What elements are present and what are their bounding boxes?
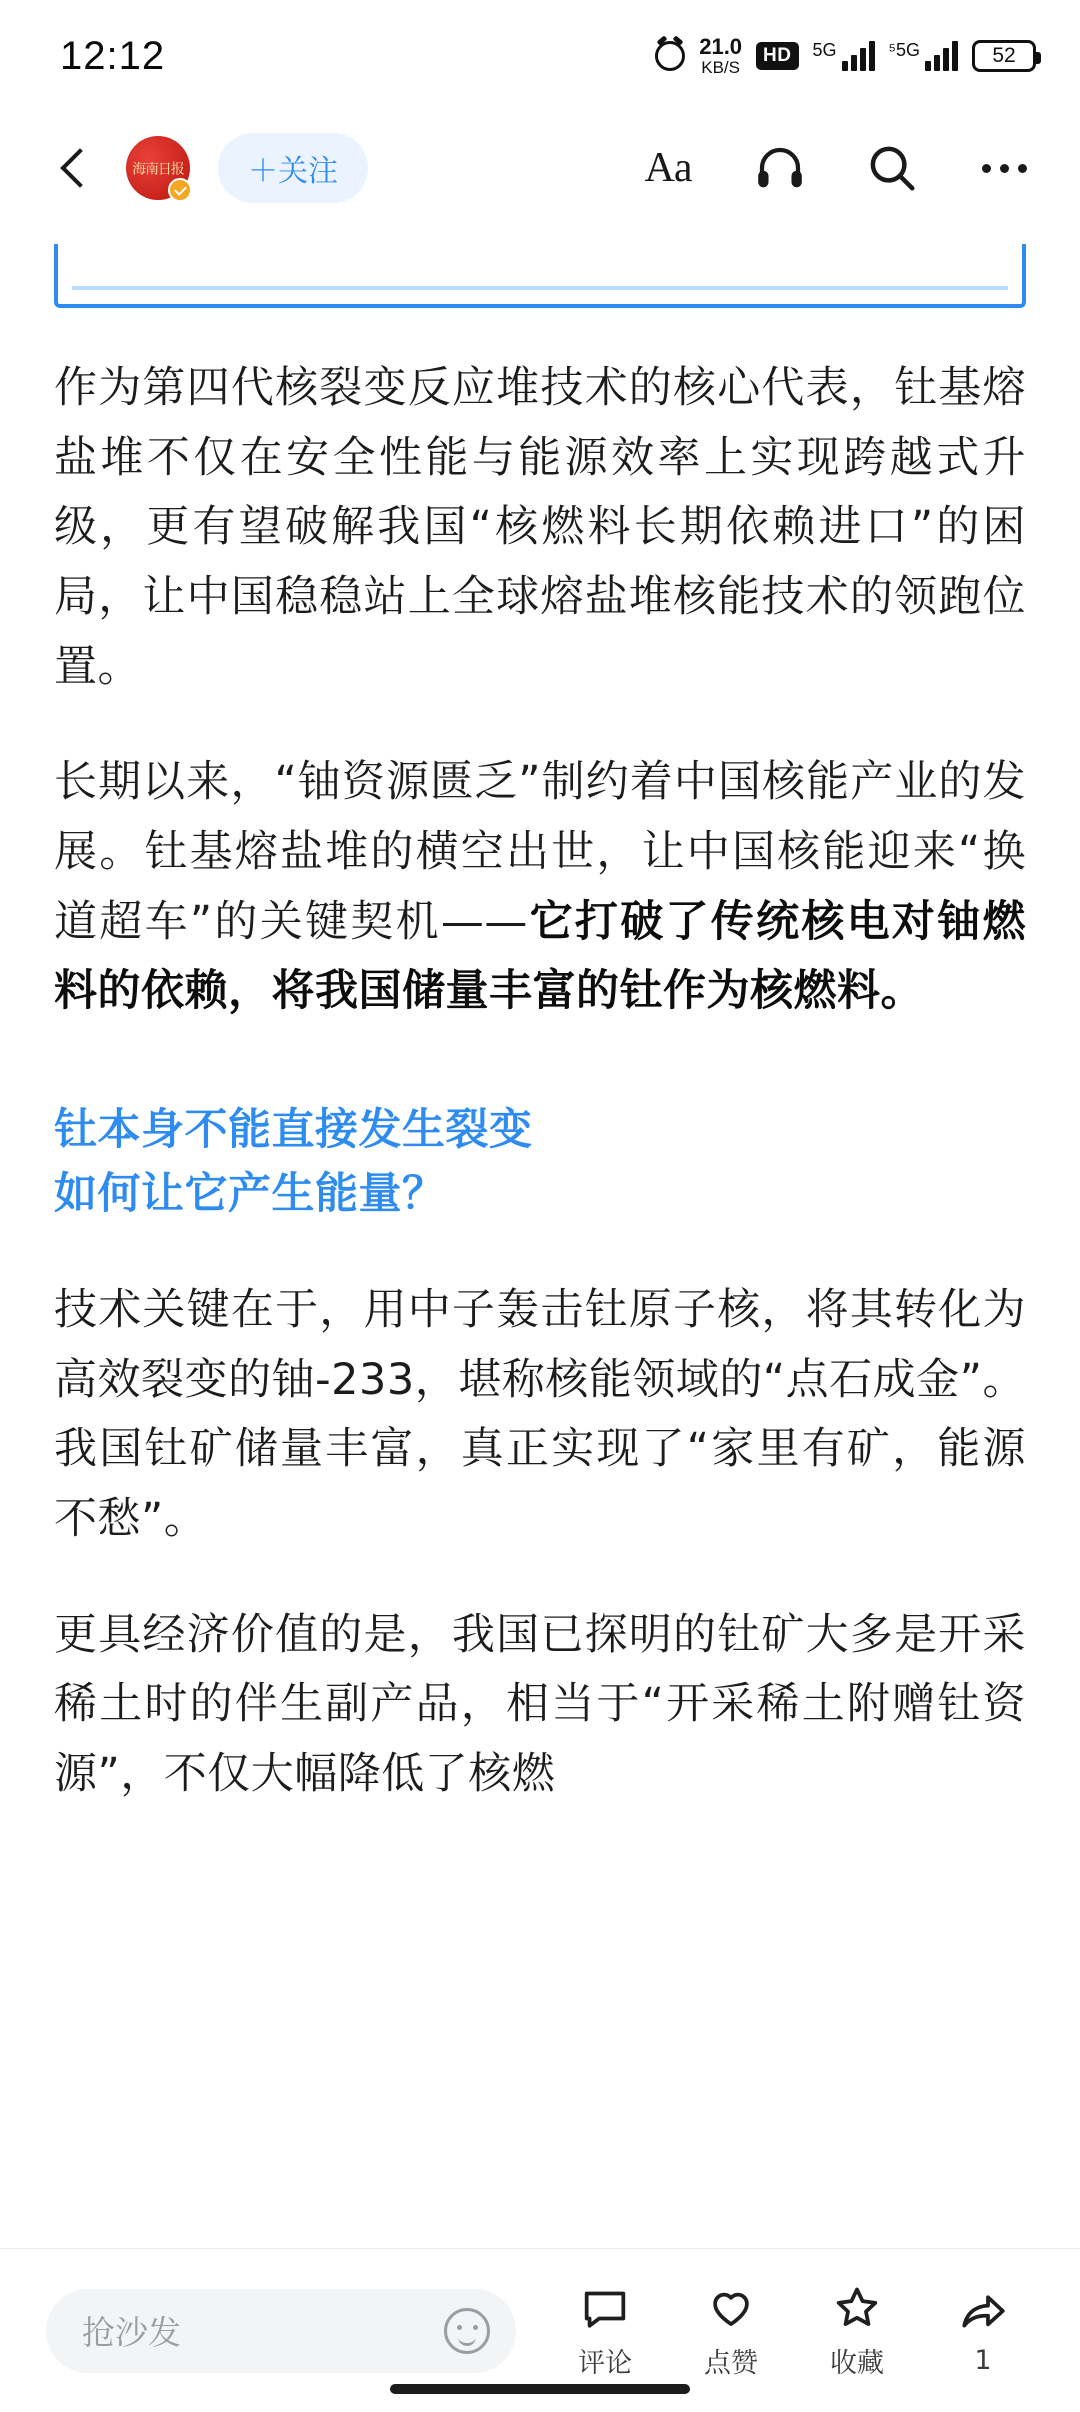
- status-time: 12:12: [60, 33, 166, 78]
- signal-sim1: [813, 41, 875, 71]
- search-icon[interactable]: [862, 138, 922, 198]
- network-speed-unit: KB/S: [701, 57, 740, 77]
- like-action-button[interactable]: [676, 2281, 786, 2380]
- comment-icon: [580, 2281, 630, 2333]
- sim2-label: ⁵5G: [888, 40, 920, 60]
- alarm-icon: [655, 41, 685, 71]
- share-icon: [958, 2285, 1008, 2337]
- hd-badge-icon: HD: [756, 42, 798, 70]
- comment-input[interactable]: [46, 2289, 516, 2373]
- article-subheading-line2: 如何让它产生能量？: [54, 1168, 446, 1219]
- sim1-label: 5G: [812, 40, 837, 60]
- favorite-action-label: 收藏: [830, 2348, 884, 2379]
- signal-bars-icon-2: [925, 41, 958, 71]
- article-paragraph-3: 技术关键在于，用中子轰击钍原子核，将其转化为高效裂变的铀-233，堪称核能领域的“点石成金”。我国钍矿储量丰富，真正实现了“家里有矿，能源不愁”。: [54, 1285, 1026, 1545]
- home-indicator[interactable]: [390, 2384, 690, 2394]
- smiley-icon[interactable]: [444, 2308, 490, 2354]
- comment-action-button[interactable]: [550, 2281, 660, 2380]
- comment-input-placeholder: 抢沙发: [82, 2313, 181, 2352]
- article-paragraph-2: [54, 748, 1026, 1027]
- back-arrow-icon[interactable]: [48, 141, 102, 195]
- share-action-button[interactable]: [928, 2285, 1038, 2376]
- network-speed-value: 21.0: [699, 33, 743, 59]
- publisher-avatar-label: 海南日报: [132, 160, 184, 177]
- article-paragraph-4: 更具经济价值的是，我国已探明的钍矿大多是开采稀土时的伴生副产品，相当于“开采稀土附赠钍资源”，不仅大幅降低了核燃: [54, 1609, 1026, 1800]
- like-action-label: 点赞: [704, 2348, 758, 2379]
- font-size-icon[interactable]: Aa: [644, 145, 692, 191]
- article-subheading-line1: 钍本身不能直接发生裂变: [54, 1104, 533, 1155]
- article-paragraph-1: 作为第四代核裂变反应堆技术的核心代表，钍基熔盐堆不仅在安全性能与能源效率上实现跨越式升级，更有望破解我国“核燃料长期依赖进口”的困局，让中国稳稳站上全球熔盐堆核能技术的领跑位置。: [54, 363, 1026, 692]
- header-tools: [638, 138, 1040, 198]
- heart-icon: [706, 2281, 756, 2333]
- quote-box-bottom-border: [54, 244, 1026, 308]
- action-buttons: [516, 2281, 1046, 2380]
- app-header: [0, 112, 1080, 224]
- star-icon: [832, 2281, 882, 2333]
- battery-icon: [972, 40, 1036, 72]
- signal-sim2: [889, 41, 958, 71]
- favorite-action-button[interactable]: [802, 2281, 912, 2380]
- battery-percent: 52: [992, 44, 1016, 67]
- status-bar: [0, 0, 1080, 112]
- article-paragraph-2-lead: 长期以来，“铀资源匮乏”制约着中国核能产业的发展。钍基熔盐堆的横空出世，让中国核能迎来“换道超车”的关键契机——: [54, 757, 1026, 947]
- publisher-avatar[interactable]: [126, 136, 190, 200]
- share-action-count: 1: [974, 2345, 992, 2376]
- verified-badge-icon: [168, 178, 192, 202]
- article-subheading: [54, 1099, 1026, 1226]
- network-speed: [699, 35, 742, 78]
- article-body[interactable]: [0, 224, 1080, 2248]
- status-icons: [655, 35, 1036, 78]
- signal-bars-icon: [842, 41, 875, 71]
- article-paragraph-2-bold: 它打破了传统核电对铀燃料的依赖，将我国储量丰富的钍作为核燃料。: [54, 896, 1027, 1017]
- comment-action-label: 评论: [578, 2348, 632, 2379]
- more-options-icon[interactable]: [974, 138, 1034, 198]
- headphones-icon[interactable]: [750, 138, 810, 198]
- follow-button[interactable]: ＋关注: [218, 133, 368, 203]
